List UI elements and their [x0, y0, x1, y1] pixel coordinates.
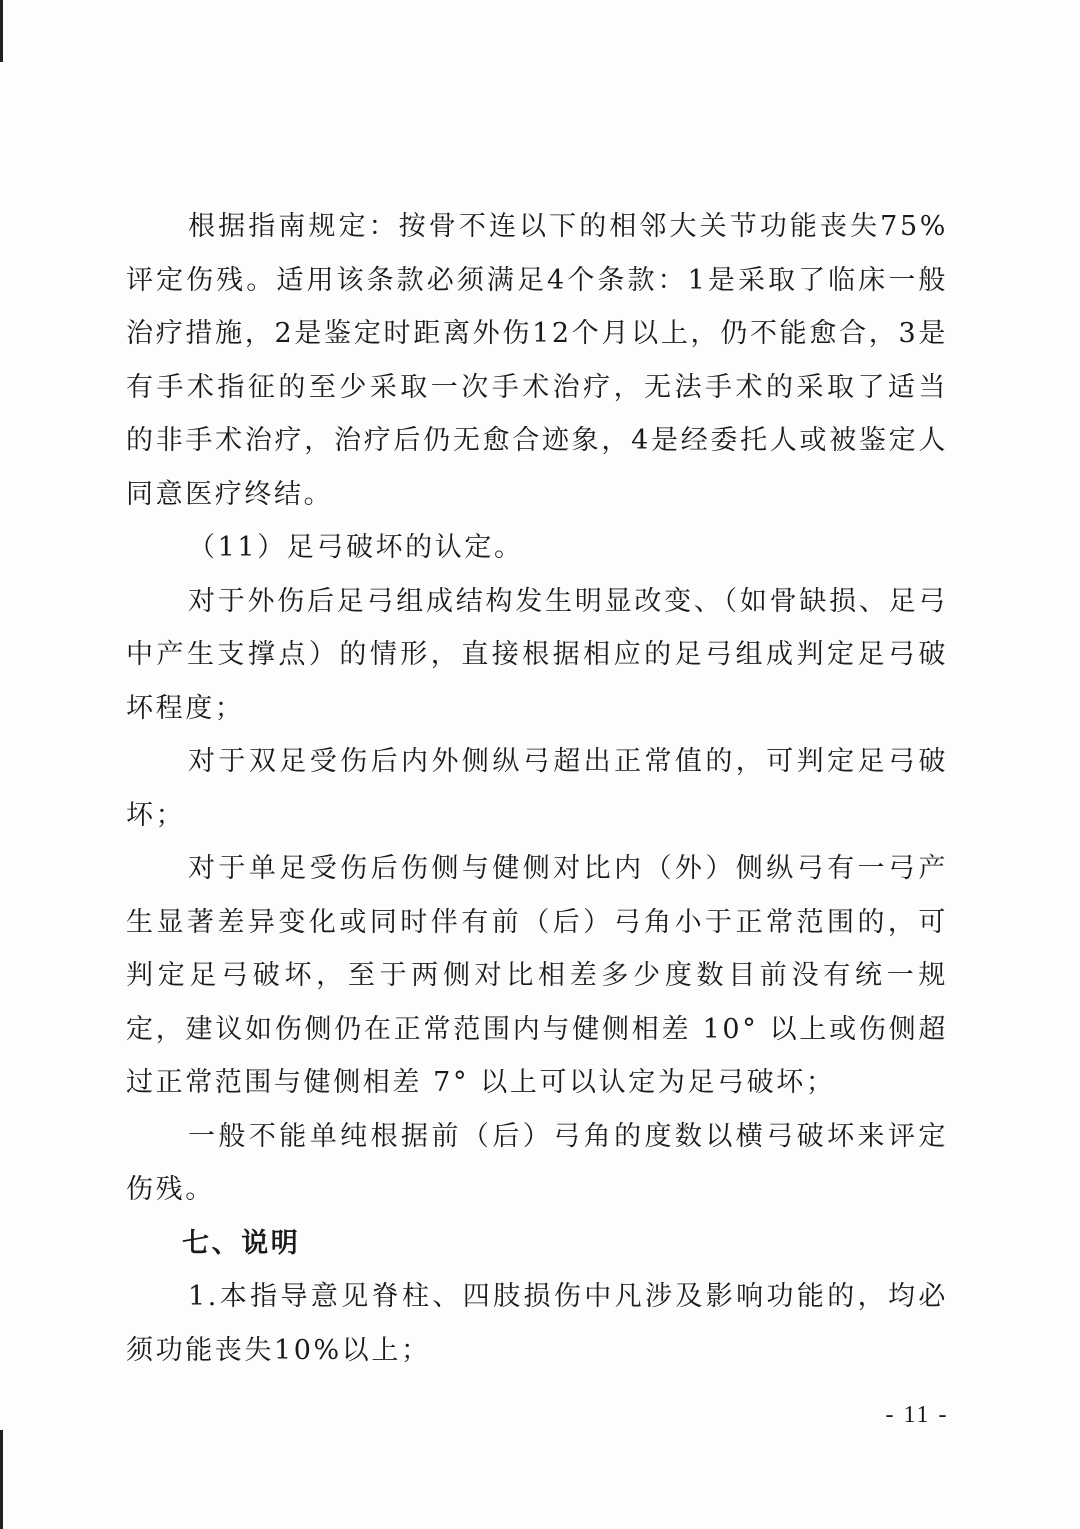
paragraph-arch-structure: 对于外伤后足弓组成结构发生明显改变、（如骨缺损、足弓中产生支撑点）的情形，直接根据相应的足弓组成判定足弓破坏程度；	[126, 585, 948, 724]
paragraph-guideline: 根据指南规定：按骨不连以下的相邻大关节功能丧失75%评定伤残。适用该条款必须满足4个条款：1是采取了临床一般治疗措施，2是鉴定时距离外伤12个月以上，仍不能愈合，3是有手术指征的至少采取一次手术治疗，无法手术的采取了适当的非手术治疗，治疗后仍无愈合迹象，4是经委托人或被鉴定人同意医疗终结。	[126, 211, 948, 510]
paragraph-note-1: 1.本指导意见脊柱、四肢损伤中凡涉及影响功能的，均必须功能丧失10%以上；	[126, 1281, 948, 1366]
paragraph-transverse-arch: 一般不能单纯根据前（后）弓角的度数以横弓破坏来评定伤残。	[126, 1120, 948, 1205]
scan-edge-mark-top	[0, 0, 3, 62]
paragraph-unilateral-arch: 对于单足受伤后伤侧与健侧对比内（外）侧纵弓有一弓产生显著差异变化或同时伴有前（后）弓角小于正常范围的，可判定足弓破坏，至于两侧对比相差多少度数目前没有统一规定，建议如伤侧仍在正常范围内与健侧相差 10° 以上或伤侧超过正常范围与健侧相差 7° 以上可以认定为足弓破坏；	[126, 853, 948, 1098]
section-heading-notes: 七、说明	[182, 1227, 301, 1259]
paragraph-bilateral-arch: 对于双足受伤后内外侧纵弓超出正常值的，可判定足弓破坏；	[126, 746, 948, 831]
body-text	[126, 200, 948, 1377]
page-number: - 11 -	[885, 1402, 949, 1428]
paragraph-arch-item-title: （11）足弓破坏的认定。	[188, 532, 524, 563]
scan-edge-mark-bottom	[0, 1430, 3, 1529]
